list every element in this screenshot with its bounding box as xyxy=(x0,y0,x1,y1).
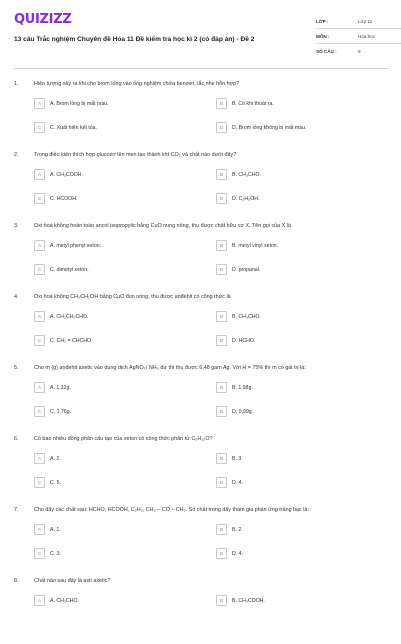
answer-option-c[interactable] xyxy=(34,548,61,559)
answer-text: D. 0,99g. xyxy=(232,408,254,415)
answer-option-a[interactable] xyxy=(34,524,61,535)
answer-letter-box[interactable]: C xyxy=(34,477,45,488)
answer-text: D. C₂H₅OH. xyxy=(232,195,260,202)
answer-text: C. HCOOH. xyxy=(50,195,78,202)
answer-letter-box[interactable]: A xyxy=(34,524,45,535)
answer-option-d[interactable] xyxy=(216,477,243,488)
answer-option-c[interactable] xyxy=(34,406,71,417)
answer-text: C. CH₂ = CHCHO. xyxy=(50,337,93,344)
meta-value: Hóa học xyxy=(358,33,376,39)
answer-text: D. propanal. xyxy=(232,266,261,273)
answer-text: C. Xuất hiện kết tủa. xyxy=(50,124,98,131)
question-item xyxy=(14,431,388,502)
answer-option-a[interactable] xyxy=(34,311,88,322)
question-item xyxy=(14,502,388,573)
document-title: 13 câu Trắc nghiệm Chuyên đề Hóa 11 Đề kiểm tra học kì 2 (có đáp án) - Đề 2 xyxy=(14,36,255,43)
answer-text: A. 1. xyxy=(50,526,61,533)
question-number: 6. xyxy=(14,436,19,442)
answer-text: A. 1,32g. xyxy=(50,384,71,391)
answer-text: A. CH₃COOH. xyxy=(50,171,83,178)
answer-letter-box[interactable]: B xyxy=(216,169,227,180)
question-text: Cho dãy các chất sau: HCHO, HCOOH, C₂H₂, CH₃ – CO – CH₃. Số chất trong dãy tham gia phản ứng tráng bạc là: xyxy=(34,507,309,513)
answer-text: B. metyl vinyl xeton. xyxy=(232,242,279,249)
answer-text: B. 3. xyxy=(232,455,243,462)
answer-letter-box[interactable]: B xyxy=(216,595,227,606)
answer-option-b[interactable] xyxy=(216,524,243,535)
answer-letter-box[interactable]: D xyxy=(216,335,227,346)
meta-row-count xyxy=(316,44,401,59)
answer-letter-box[interactable]: A xyxy=(34,595,45,606)
answer-option-b[interactable] xyxy=(216,595,265,606)
meta-value: 9 xyxy=(358,49,361,54)
question-item xyxy=(14,218,388,289)
answer-option-a[interactable] xyxy=(34,169,83,180)
answer-text: B. Có khí thoát ra. xyxy=(232,100,274,107)
meta-label: SỐ CÂU : xyxy=(316,49,337,54)
question-text: Chất nào sau đây là axit axetic? xyxy=(34,578,111,584)
answer-option-b[interactable] xyxy=(216,240,278,251)
question-number: 8. xyxy=(14,578,19,584)
header-divider xyxy=(14,68,388,69)
answer-text: A. CH₃CHO. xyxy=(50,597,79,604)
answer-letter-box[interactable]: C xyxy=(34,335,45,346)
answer-option-b[interactable] xyxy=(216,311,261,322)
answer-letter-box[interactable]: D xyxy=(216,193,227,204)
answer-letter-box[interactable]: C xyxy=(34,548,45,559)
answer-letter-box[interactable]: C xyxy=(34,193,45,204)
question-text: Hiện tượng xảy ra khi cho brom lỏng vào ống nghiệm chứa benzen, lắc nhẹ hỗn hợp? xyxy=(34,81,240,87)
answer-option-a[interactable] xyxy=(34,595,79,606)
answer-option-a[interactable] xyxy=(34,240,101,251)
answer-text: A. Brom lỏng bị mất màu. xyxy=(50,100,109,107)
answer-text: D. HCHO. xyxy=(232,337,256,344)
answer-letter-box[interactable]: D xyxy=(216,477,227,488)
answer-text: C. 1,76g. xyxy=(50,408,72,415)
question-item xyxy=(14,573,388,644)
answer-text: B. CH₃COOH. xyxy=(232,597,265,604)
question-number: 4. xyxy=(14,294,19,300)
answer-option-d[interactable] xyxy=(216,406,253,417)
answer-letter-box[interactable]: A xyxy=(34,169,45,180)
answer-text: D. Brom lỏng không bị mất màu. xyxy=(232,124,307,131)
answer-text: C. 3. xyxy=(50,550,61,557)
answer-text: C. 5. xyxy=(50,479,61,486)
answer-option-b[interactable] xyxy=(216,98,274,109)
answer-text: B. CH₃CHO. xyxy=(232,171,261,178)
answer-text: A. 2. xyxy=(50,455,61,462)
answer-letter-box[interactable]: B xyxy=(216,240,227,251)
answer-letter-box[interactable]: A xyxy=(34,382,45,393)
answer-letter-box[interactable]: B xyxy=(216,524,227,535)
answer-option-c[interactable] xyxy=(34,264,89,275)
question-number: 3. xyxy=(14,223,19,229)
meta-value: Lớp 11 xyxy=(358,18,373,24)
answer-letter-box[interactable]: C xyxy=(34,264,45,275)
answer-text: B. CH₃CHO. xyxy=(232,313,261,320)
quizizz-logo: QUIZIZZ xyxy=(14,12,72,27)
answer-letter-box[interactable]: A xyxy=(34,453,45,464)
meta-table xyxy=(316,14,401,59)
answer-letter-box[interactable]: D xyxy=(216,406,227,417)
answer-option-b[interactable] xyxy=(216,453,243,464)
question-item xyxy=(14,147,388,218)
answer-option-b[interactable] xyxy=(216,169,261,180)
answer-text: B. 2. xyxy=(232,526,243,533)
answer-option-d[interactable] xyxy=(216,193,259,204)
answer-letter-box[interactable]: C xyxy=(34,406,45,417)
answer-letter-box[interactable]: B xyxy=(216,453,227,464)
answer-letter-box[interactable]: D xyxy=(216,122,227,133)
question-text: Trong điều kiện thích hợp glucozơ lên men tạo thành khí CO₂ và chất nào dưới đây? xyxy=(34,152,237,158)
question-number: 5. xyxy=(14,365,19,371)
answer-letter-box[interactable]: B xyxy=(216,311,227,322)
meta-label: LỚP : xyxy=(316,18,329,24)
question-text: Oxi hoá không hoàn toàn ancol isopropylic bằng CuO nung nóng, thu được chất hữu cơ X. Tên gọi của X là xyxy=(34,223,291,229)
question-number: 2. xyxy=(14,152,19,158)
question-list xyxy=(14,76,388,644)
answer-letter-box[interactable]: C xyxy=(34,122,45,133)
question-item xyxy=(14,76,388,147)
answer-letter-box[interactable]: B xyxy=(216,382,227,393)
answer-letter-box[interactable]: D xyxy=(216,548,227,559)
answer-option-c[interactable] xyxy=(34,122,97,133)
meta-label: MÔN : xyxy=(316,33,330,39)
answer-text: D. 4. xyxy=(232,550,243,557)
question-number: 1. xyxy=(14,81,19,87)
answer-text: D. 4. xyxy=(232,479,243,486)
answer-letter-box[interactable]: A xyxy=(34,98,45,109)
answer-option-a[interactable] xyxy=(34,98,109,109)
header xyxy=(14,10,388,64)
question-text: Có bao nhiêu đồng phân cấu tạo của xeton có công thức phân tử C₅H₁₀O? xyxy=(34,436,213,442)
answer-text: B. 1,98g. xyxy=(232,384,253,391)
answer-option-d[interactable] xyxy=(216,264,260,275)
meta-row-class xyxy=(316,14,401,29)
question-item xyxy=(14,289,388,360)
answer-letter-box[interactable]: A xyxy=(34,240,45,251)
answer-letter-box[interactable]: A xyxy=(34,311,45,322)
question-text: Cho m (g) anđehit axetic vào dung dịch AgNO₃/ NH₃ dư thì thu được 6,48 gam Ag. Với H = 75% thì m có giá trị là: xyxy=(34,365,306,371)
answer-option-d[interactable] xyxy=(216,548,243,559)
answer-option-a[interactable] xyxy=(34,382,71,393)
answer-option-d[interactable] xyxy=(216,335,255,346)
answer-option-c[interactable] xyxy=(34,335,93,346)
answer-option-c[interactable] xyxy=(34,477,61,488)
answer-text: C. dimetyl xeton. xyxy=(50,266,89,273)
answer-option-b[interactable] xyxy=(216,382,253,393)
answer-option-d[interactable] xyxy=(216,122,306,133)
answer-letter-box[interactable]: B xyxy=(216,98,227,109)
answer-letter-box[interactable]: D xyxy=(216,264,227,275)
question-number: 7. xyxy=(14,507,19,513)
answer-text: A. metyl phenyl xeton. xyxy=(50,242,102,249)
answer-option-c[interactable] xyxy=(34,193,77,204)
answer-option-a[interactable] xyxy=(34,453,61,464)
answer-text: A. CH₃CH₂CHO. xyxy=(50,313,89,320)
question-item xyxy=(14,360,388,431)
meta-row-subject xyxy=(316,29,401,44)
question-text: Oxi hoá không CH₃CH₂OH bằng CuO đun nóng, thu được anđehit có công thức là xyxy=(34,294,231,300)
